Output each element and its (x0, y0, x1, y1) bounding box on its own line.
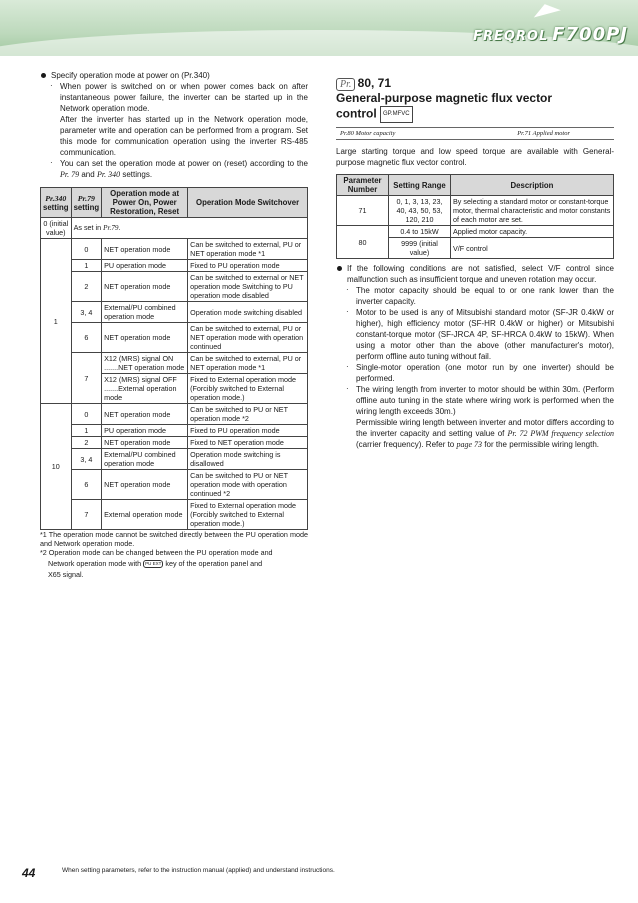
section-title-line1: General-purpose magnetic flux vector (336, 91, 553, 105)
table-row (41, 239, 308, 260)
table-row (41, 449, 308, 470)
condition-item (336, 362, 614, 384)
cell-range: 0, 1, 3, 13, 23, 40, 43, 50, 53, 120, 210 (389, 196, 451, 226)
dash-marker: · (346, 362, 349, 371)
sub1-paragraph2: After the inverter has started up in the Network operation mode, parameter write and operation can be performed from a program. Set this mode for communication operation using the inverter RS-485 communication. (60, 115, 308, 157)
sub2-text-b: settings. (122, 170, 153, 179)
condition-text: Single-motor operation (one motor run by one inverter) should be performed. (356, 363, 614, 383)
cell-pr79: 6 (71, 470, 102, 500)
pr-numbers: 80, 71 (357, 76, 392, 90)
cell-mode (102, 353, 188, 374)
left-column (40, 70, 308, 579)
cell-pr79: 1 (71, 425, 102, 437)
cell-pr79: 2 (71, 437, 102, 449)
cell-pr340-0: 0 (initial value) (41, 218, 72, 239)
cell-switch: Can be switched to PU or NET operation mode with operation continued *2 (188, 470, 308, 500)
cell-desc: Applied motor capacity. (451, 226, 614, 238)
cell-pr79: 3, 4 (71, 302, 102, 323)
cell-mode: NET operation mode (102, 272, 188, 302)
sub2-paragraph (60, 158, 308, 180)
wiring-text-a: Permissible wiring length between inverter and motor differs according to the inverter capacity and setting value of (356, 418, 614, 438)
gp-mfvc-tag: GP.MFVC (380, 106, 413, 123)
table-header-row (41, 188, 308, 218)
cell-mode: NET operation mode (102, 404, 188, 425)
cell-switch: Can be switched to external, PU or NET operation mode with operation continued (188, 323, 308, 353)
cell-range: 9999 (initial value) (389, 238, 451, 259)
cell-mode: PU operation mode (102, 425, 188, 437)
sub2-text-a: You can set the operation mode at power on (reset) according to the (60, 159, 308, 168)
section-heading (336, 76, 614, 91)
cell-switch: Operation mode switching is disallowed (188, 449, 308, 470)
th-pr79-sub: setting (73, 202, 100, 212)
brand-logo: FREQROL (473, 29, 549, 44)
right-column (336, 76, 614, 450)
cell-mode (102, 374, 188, 404)
x12-on-mode: .......NET operation mode (104, 363, 185, 372)
table-row (41, 272, 308, 302)
cell-switch: Fixed to PU operation mode (188, 260, 308, 272)
related-pr71: Pr.71 Applied motor (517, 130, 570, 137)
footnote-1: *1 The operation mode cannot be switched directly between the PU operation mode and Network operation mode. (40, 530, 308, 548)
note2b-text: Network operation mode with (48, 559, 142, 568)
th-setting-range: Setting Range (389, 175, 451, 196)
cell-mode: NET operation mode (102, 239, 188, 260)
table-row (41, 302, 308, 323)
dash-marker: · (346, 285, 349, 294)
footnote-2a: *2 Operation mode can be changed between the PU operation mode and (40, 548, 273, 557)
table-row (41, 425, 308, 437)
parameter-table (336, 174, 614, 259)
cell-pr79: 6 (71, 323, 102, 353)
table-row (41, 353, 308, 374)
th-pr340-sub: setting (43, 202, 69, 212)
dash-marker: · (346, 307, 349, 316)
th-pr79: Pr.79 (77, 193, 95, 203)
cell-mode: External/PU combined operation mode (102, 302, 188, 323)
page-73-link[interactable]: page 73 (456, 440, 483, 449)
pr79-ref: Pr. 79 (60, 170, 80, 179)
pu-ext-key-icon: PU EXT (143, 560, 163, 569)
cell-switch: Fixed to PU operation mode (188, 425, 308, 437)
bullet-pr340: Specify operation mode at power on (Pr.340) (40, 70, 308, 81)
pr72-ref: Pr. 72 PWM frequency selection (507, 429, 614, 438)
cell-pr340-10: 10 (41, 404, 72, 530)
cell-mode: External operation mode (102, 500, 188, 530)
th-switch: Operation Mode Switchover (188, 188, 308, 218)
x12-off: X12 (MRS) signal OFF (104, 375, 177, 384)
th-mode: Operation mode at Power On, Power Restoration, Reset (102, 188, 188, 218)
cell-mode: NET operation mode (102, 470, 188, 500)
cell-switch: Fixed to External operation mode (Forcibly switched to External operation mode.) (188, 374, 308, 404)
condition-text: Motor to be used is any of Mitsubishi standard motor (SF-JR 0.4kW or higher), high efficiency motor (SF-HR 0.4kW or higher) or Mitsubishi constant-torque motor (SF-JRCA 4P, SF-HRCA 0.4kW to 15kW). When using a motor other than the above (other manufacturer's motor), perform offline auto tuning without fail. (356, 308, 614, 361)
wiring-text-c: (carrier frequency). Refer to (356, 440, 455, 449)
cell-pr79: 2 (71, 272, 102, 302)
related-parameters-bar (336, 127, 614, 140)
table-header-row (337, 175, 614, 196)
table-row (41, 404, 308, 425)
cell-pr79: 7 (71, 353, 102, 404)
cell-param-80: 80 (337, 226, 389, 259)
title-control: control (336, 106, 377, 121)
page-header-banner (0, 0, 638, 56)
bullet-conditions: If the following conditions are not satisfied, select V/F control since malfunction such as insufficient torque and uneven rotation may occur. (336, 263, 614, 285)
cell-pr79: 7 (71, 500, 102, 530)
cell-param-71: 71 (337, 196, 389, 226)
th-param-number: Parameter Number (337, 175, 389, 196)
pr340-table (40, 187, 308, 530)
cell-range: 0.4 to 15kW (389, 226, 451, 238)
cell-switch: Can be switched to external, PU or NET operation mode *1 (188, 353, 308, 374)
pr340-ref: Pr. 340 (96, 170, 121, 179)
as-set-pr: Pr.79 (103, 224, 119, 232)
dash-marker: · (50, 81, 53, 90)
cell-switch: Fixed to NET operation mode (188, 437, 308, 449)
condition-item (336, 307, 614, 362)
cell-pr79: 1 (71, 260, 102, 272)
condition-text: The motor capacity should be equal to or one rank lower than the inverter capacity. (356, 286, 614, 306)
table-row (41, 260, 308, 272)
cell-pr79: 0 (71, 239, 102, 260)
footnote-2b (40, 559, 308, 568)
page-number: 44 (22, 866, 36, 880)
footnote-2d: X65 signal. (48, 570, 84, 580)
cell-pr79: 3, 4 (71, 449, 102, 470)
x12-on: X12 (MRS) signal ON (104, 354, 174, 363)
sub-item-power-on (40, 81, 308, 158)
table-row (41, 470, 308, 500)
th-description: Description (451, 175, 614, 196)
section-title-line2 (336, 106, 614, 123)
model-logo: F700PJ (552, 24, 628, 45)
condition-item (336, 285, 614, 307)
table-row (337, 226, 614, 238)
condition-text: The wiring length from inverter to motor should be within 30m. (Perform offline auto tuning in the state where wiring work is performed when the wiring length exceeds 30m.) (356, 385, 614, 416)
product-logo (473, 24, 628, 45)
related-pr80: Pr.80 Motor capacity (340, 130, 396, 137)
cell-switch: Can be switched to external, PU or NET operation mode *1 (188, 239, 308, 260)
table-row (41, 218, 308, 239)
paper-plane-icon (531, 1, 561, 18)
cell-mode: NET operation mode (102, 323, 188, 353)
table-row (41, 437, 308, 449)
wiring-length-text (356, 417, 614, 450)
dash-marker: · (346, 384, 349, 393)
table-row (41, 323, 308, 353)
sub1-paragraph1: When power is switched on or when power comes back on after instantaneous power failure, the inverter can be started up in the Network operation mode. (60, 82, 308, 113)
cell-switch: Fixed to External operation mode (Forcibly switched to External operation mode.) (188, 500, 308, 530)
sub2-and: and (81, 170, 95, 179)
sub-item-settings (40, 158, 308, 180)
cell-pr79: 0 (71, 404, 102, 425)
th-pr340: Pr.340 (45, 193, 67, 203)
footer-note: When setting parameters, refer to the instruction manual (applied) and understand instructions. (62, 867, 335, 874)
as-set-dot: . (118, 223, 121, 232)
cell-as-set (71, 218, 307, 239)
cell-mode: PU operation mode (102, 260, 188, 272)
cell-pr340-1: 1 (41, 239, 72, 404)
dash-marker: · (50, 158, 53, 167)
wiring-text-d: for the permissible wiring length. (484, 440, 600, 449)
cell-desc: By selecting a standard motor or constant-torque motor, thermal characteristic and motor constants of each motor are set. (451, 196, 614, 226)
table-row (41, 500, 308, 530)
as-set-text: As set in (73, 223, 102, 232)
cell-switch: Operation mode switching disabled (188, 302, 308, 323)
condition-item (336, 384, 614, 450)
table-row (337, 196, 614, 226)
x12-off-mode: .......External operation mode (104, 384, 177, 402)
cell-switch: Can be switched to PU or NET operation mode *2 (188, 404, 308, 425)
pr-badge: Pr. (336, 78, 355, 91)
note2c-text: key of the operation panel and (165, 559, 263, 568)
cell-switch: Can be switched to external or NET operation mode Switching to PU operation mode disabled (188, 272, 308, 302)
cell-desc: V/F control (451, 238, 614, 259)
cell-mode: NET operation mode (102, 437, 188, 449)
intro-text: Large starting torque and low speed torque are available with General-purpose magnetic flux vector control. (336, 147, 614, 167)
cell-mode: External/PU combined operation mode (102, 449, 188, 470)
